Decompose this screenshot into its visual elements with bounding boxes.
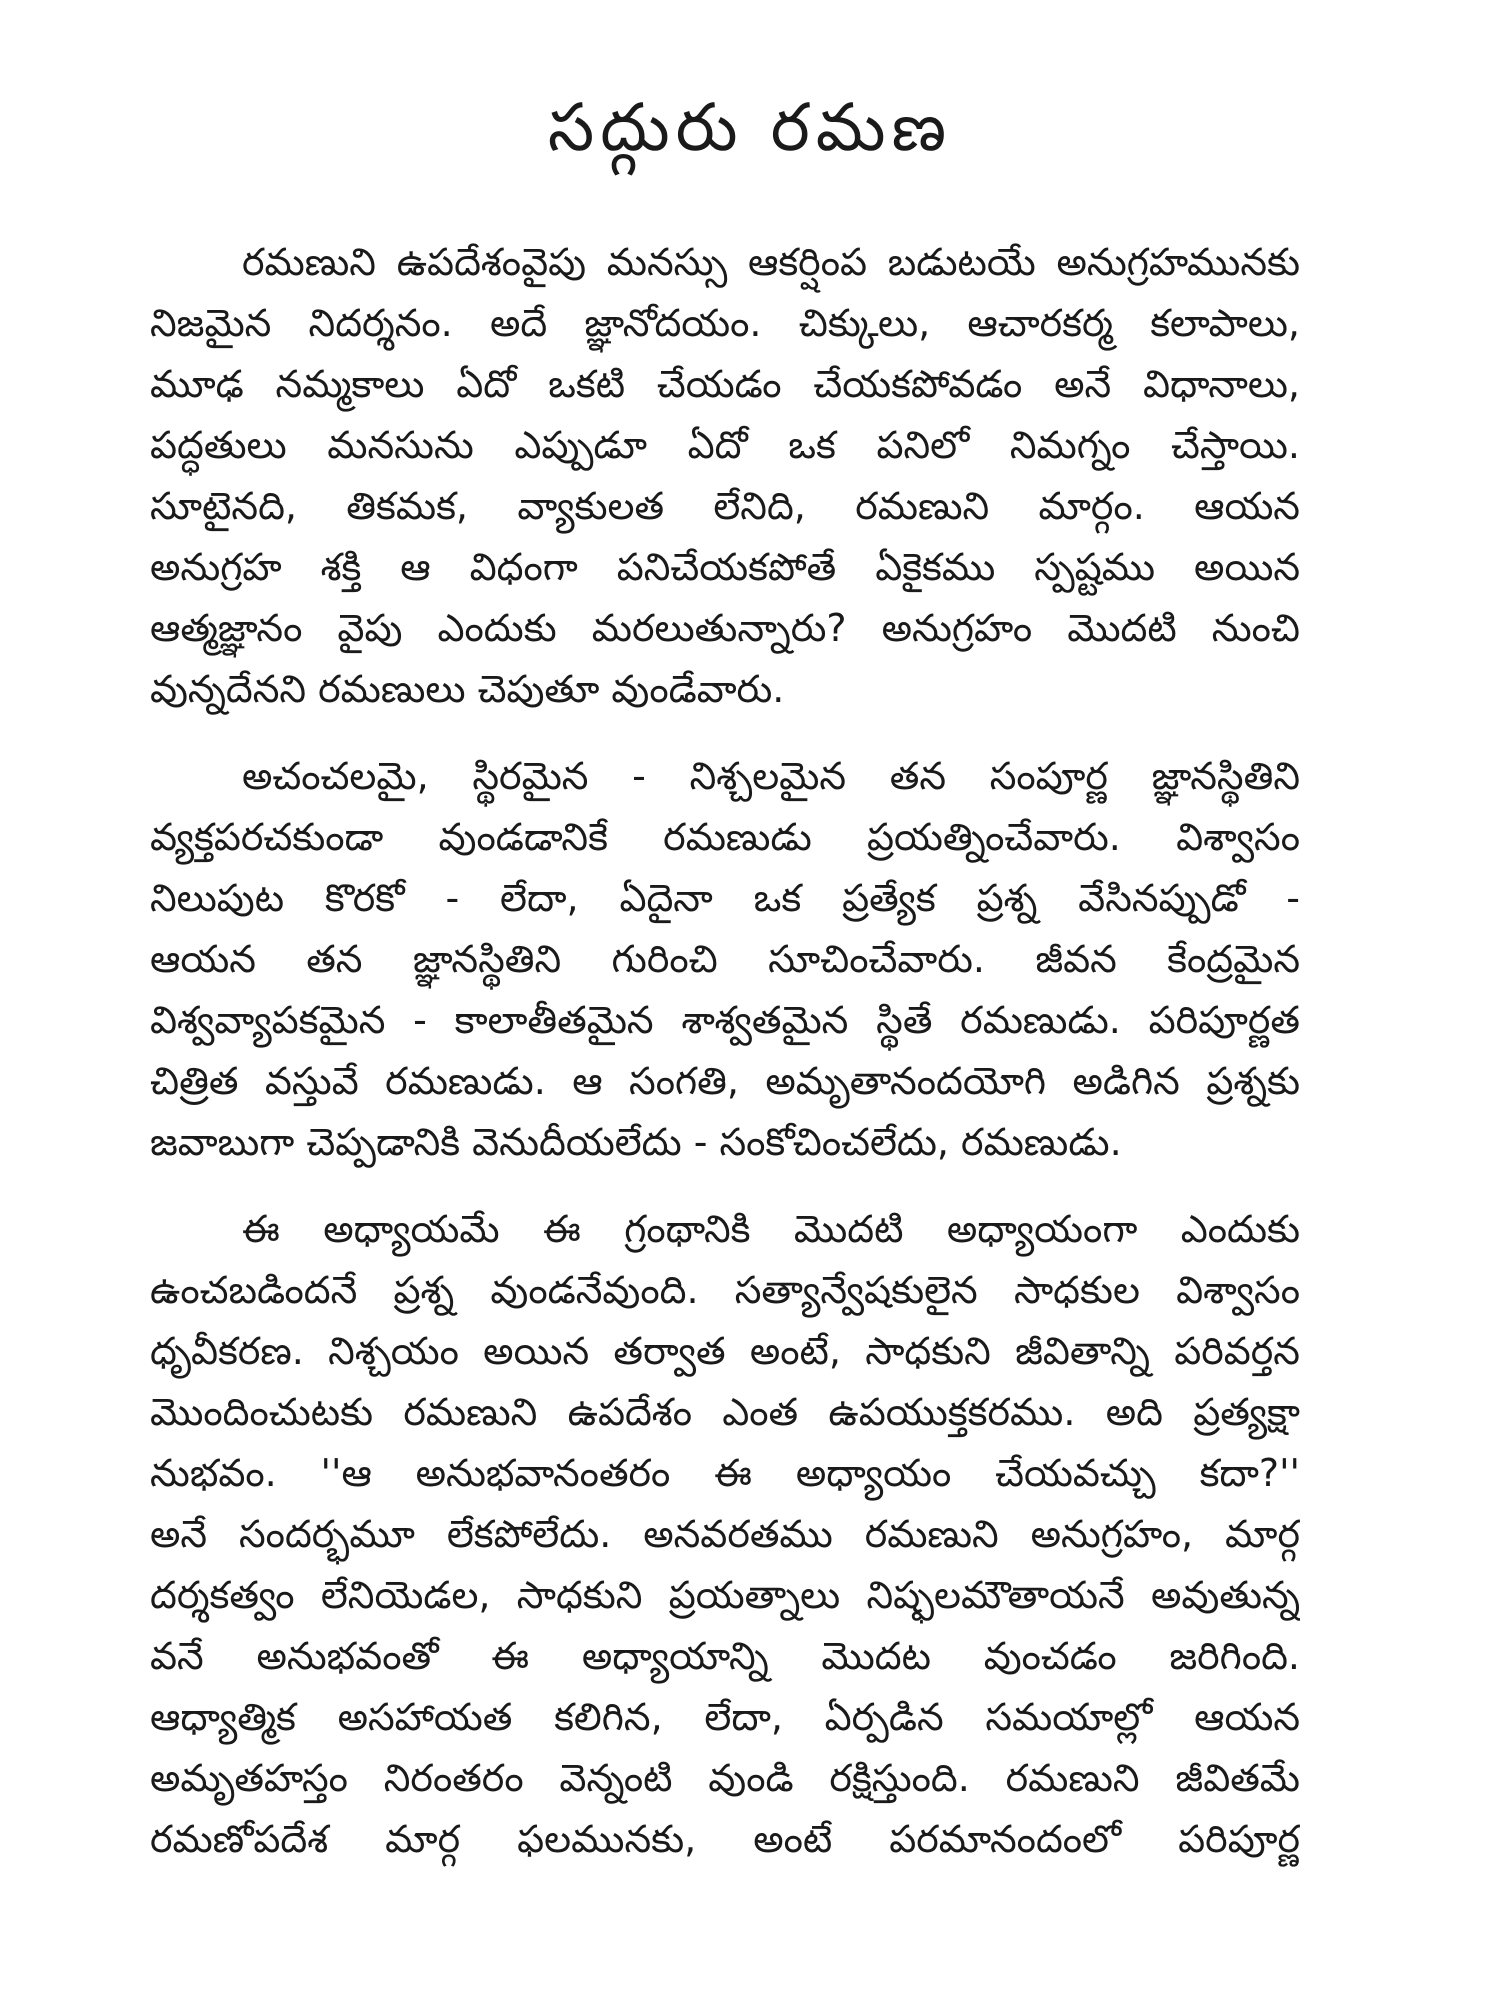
text-line: విశ్వవ్యాపకమైన - కాలాతీతమైన శాశ్వతమైన స్థితే రమణుడు. పరిపూర్ణత: [150, 998, 1300, 1042]
text-line: ఆత్మజ్ఞానం వైపు ఎందుకు మరలుతున్నారు? అనుగ్రహం మొదటి నుంచి: [150, 606, 1300, 650]
text-line: పద్ధతులు మనసును ఎప్పుడూ ఏదో ఒక పనిలో నిమగ్నం చేస్తాయి.: [150, 423, 1300, 467]
paragraph-1: [150, 232, 1300, 720]
text-line: ఉంచబడిందనే ప్రశ్న వుండనేవుంది. సత్యాన్వేషకులైన సాధకుల విశ్వాసం: [150, 1268, 1300, 1312]
text-line: చిత్రిత వస్తువే రమణుడు. ఆ సంగతి, అమృతానందయోగి అడిగిన ప్రశ్నకు: [150, 1059, 1300, 1103]
text-line: దర్శకత్వం లేనియెడల, సాధకుని ప్రయత్నాలు నిష్ఫలమౌతాయనే అవుతున్న: [150, 1573, 1300, 1617]
text-line: ఆయన తన జ్ఞానస్థితిని గురించి సూచించేవారు. జీవన కేంద్రమైన: [150, 937, 1300, 981]
text-line: అనుగ్రహ శక్తి ఆ విధంగా పనిచేయకపోతే ఏకైకము స్పష్టము అయిన: [150, 545, 1300, 589]
text-line: జవాబుగా చెప్పడానికి వెనుదీయలేదు - సంకోచించలేదు, రమణుడు.: [150, 1120, 1122, 1164]
text-line: రమణుని ఉపదేశంవైపు మనస్సు ఆకర్షింప బడుటయే అనుగ్రహమునకు: [242, 240, 1300, 284]
text-line: రమణోపదేశ మార్గ ఫలమునకు, అంటే పరమానందంలో పరిపూర్ణ: [150, 1817, 1300, 1861]
text-line: ఈ అధ్యాయమే ఈ గ్రంథానికి మొదటి అధ్యాయంగా ఎందుకు: [242, 1207, 1300, 1251]
text-line: నిజమైన నిదర్శనం. అదే జ్ఞానోదయం. చిక్కులు, ఆచారకర్మ కలాపాలు,: [150, 301, 1300, 345]
text-line: వున్నదేనని రమణులు చెపుతూ వుండేవారు.: [150, 667, 785, 711]
paragraph-2: [150, 746, 1300, 1173]
text-line: ఆధ్యాత్మిక అసహాయత కలిగిన, లేదా, ఏర్పడిన సమయాల్లో ఆయన: [150, 1695, 1300, 1739]
text-line: సూటైనది, తికమక, వ్యాకులత లేనిది, రమణుని మార్గం. ఆయన: [150, 484, 1300, 528]
text-line: నుభవం. ''ఆ అనుభవానంతరం ఈ అధ్యాయం చేయవచ్చు కదా?'': [150, 1451, 1300, 1495]
text-line: అనే సందర్భమూ లేకపోలేదు. అనవరతము రమణుని అనుగ్రహం, మార్గ: [150, 1512, 1300, 1556]
text-line: నిలుపుట కొరకో - లేదా, ఏదైనా ఒక ప్రత్యేక ప్రశ్న వేసినప్పుడో -: [150, 876, 1300, 920]
body-text: [150, 232, 1300, 1896]
paragraph-3: [150, 1199, 1300, 1870]
text-line: వ్యక్తపరచకుండా వుండడానికే రమణుడు ప్రయత్నించేవారు. విశ్వాసం: [150, 815, 1300, 859]
text-line: మూఢ నమ్మకాలు ఏదో ఒకటి చేయడం చేయకపోవడం అనే విధానాలు,: [150, 362, 1300, 406]
text-line: ధృవీకరణ. నిశ్చయం అయిన తర్వాత అంటే, సాధకుని జీవితాన్ని పరివర్తన: [150, 1329, 1300, 1373]
page-title: సద్గురు రమణ: [547, 89, 953, 166]
text-line: అచంచలమై, స్థిరమైన - నిశ్చలమైన తన సంపూర్ణ జ్ఞానస్థితిని: [242, 754, 1300, 798]
text-line: వనే అనుభవంతో ఈ అధ్యాయాన్ని మొదట వుంచడం జరిగింది.: [150, 1634, 1300, 1678]
text-line: మొందించుటకు రమణుని ఉపదేశం ఎంత ఉపయుక్తకరము. అది ప్రత్యక్షా: [150, 1390, 1300, 1434]
text-line: అమృతహస్తం నిరంతరం వెన్నంటి వుండి రక్షిస్తుంది. రమణుని జీవితమే: [150, 1756, 1300, 1800]
